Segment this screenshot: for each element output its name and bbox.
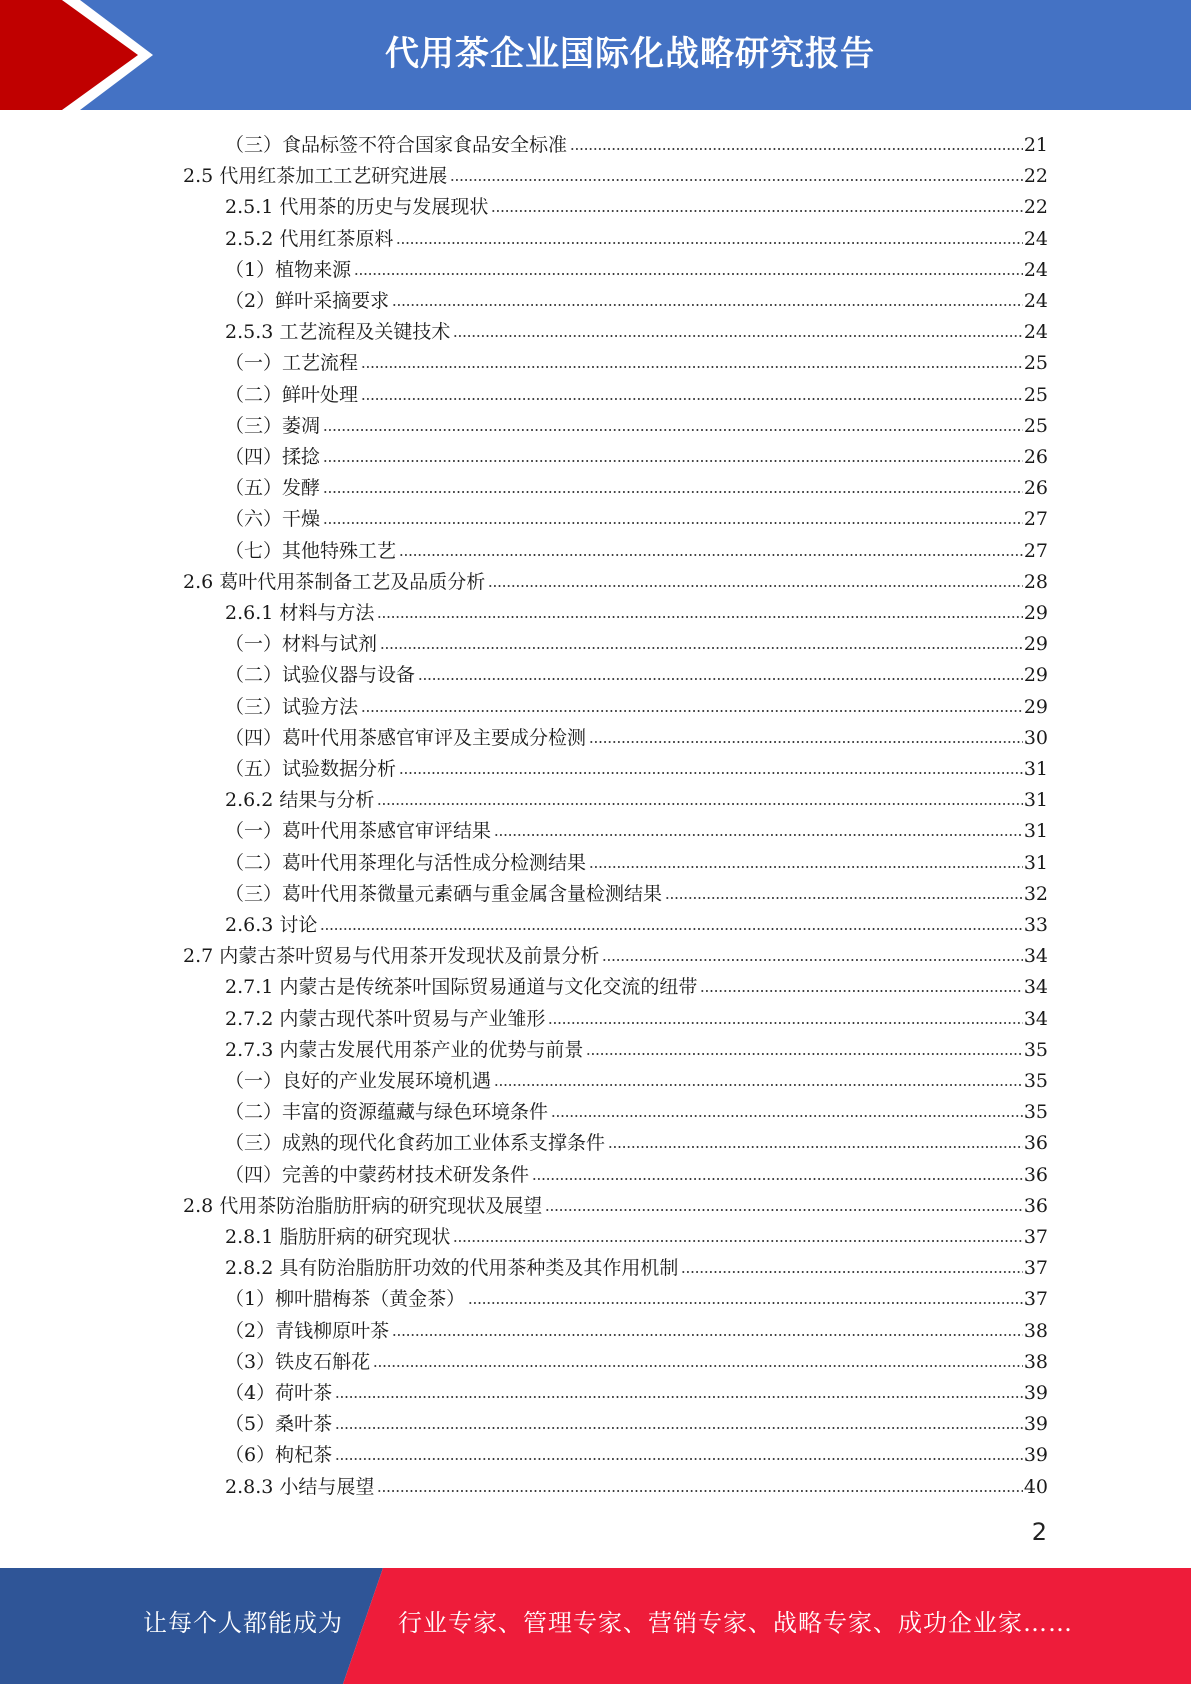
toc-entry-page: 35: [1023, 1070, 1048, 1092]
toc-entry-page: 24: [1023, 321, 1048, 344]
toc-entry[interactable]: [225, 1469, 1048, 1500]
dot-leader: [491, 208, 1022, 214]
toc-entry[interactable]: [225, 1406, 1048, 1437]
toc-entry-label: 2.8.3 小结与展望: [225, 1475, 375, 1498]
toc-entry[interactable]: [225, 1219, 1048, 1250]
toc-entry-page: 24: [1023, 290, 1048, 312]
dot-leader: [380, 645, 1023, 651]
toc-entry[interactable]: [225, 1375, 1048, 1406]
toc-entry[interactable]: [225, 252, 1048, 283]
toc-entry-label: （三）萎凋: [225, 414, 321, 437]
toc-entry-label: 2.8.2 具有防治脂肪肝功效的代用茶种类及其作用机制: [225, 1257, 679, 1280]
dot-leader: [453, 1238, 1022, 1244]
toc-entry-label: （6）枸杞茶: [225, 1444, 333, 1467]
toc-entry-page: 29: [1023, 664, 1048, 687]
toc-entry[interactable]: [225, 626, 1048, 657]
toc-entry-label: 2.5.1 代用茶的历史与发展现状: [225, 196, 489, 219]
toc-entry[interactable]: [225, 470, 1048, 501]
toc-entry[interactable]: [225, 127, 1048, 158]
toc-entry[interactable]: [225, 1032, 1048, 1063]
toc-entry-page: 27: [1023, 508, 1048, 531]
dot-leader: [361, 364, 1023, 370]
toc-entry-label: 2.5.3 工艺流程及关键技术: [225, 321, 451, 344]
toc-entry[interactable]: [225, 1344, 1048, 1375]
toc-entry-page: 37: [1023, 1288, 1048, 1311]
toc-entry[interactable]: [225, 1437, 1048, 1468]
toc-entry-page: 39: [1023, 1382, 1048, 1404]
toc-entry-label: （三）试验方法: [225, 695, 359, 718]
toc-entry-page: 34: [1023, 976, 1048, 999]
dot-leader: [570, 146, 1023, 152]
page-number: 2: [1031, 1518, 1047, 1546]
toc-entry[interactable]: [225, 595, 1048, 626]
dot-leader: [323, 427, 1023, 433]
toc-entry[interactable]: [225, 221, 1048, 252]
dot-leader: [320, 926, 1022, 932]
toc-entry-label: （三）成熟的现代化食药加工业体系支撑条件: [225, 1132, 606, 1155]
toc-entry-label: （5）桑叶茶: [225, 1413, 333, 1436]
toc-entry-page: 29: [1023, 602, 1048, 624]
toc-entry-page: 25: [1023, 414, 1048, 437]
dot-leader: [453, 333, 1022, 339]
toc-entry-page: 31: [1023, 789, 1048, 812]
toc-entry-page: 25: [1023, 352, 1048, 375]
toc-entry-page: 30: [1023, 726, 1048, 749]
toc-entry[interactable]: [225, 1125, 1048, 1156]
toc-entry[interactable]: [225, 751, 1048, 782]
toc-entry-page: 28: [1023, 570, 1048, 593]
toc-entry-label: （一）良好的产业发展环境机遇: [225, 1070, 492, 1092]
toc-entry-label: 2.5 代用红茶加工工艺研究进展: [183, 165, 448, 188]
dot-leader: [551, 1113, 1023, 1119]
toc-entry[interactable]: [225, 1281, 1048, 1312]
toc-entry[interactable]: [225, 1157, 1048, 1188]
dot-leader: [335, 1425, 1023, 1431]
toc-entry-label: （二）试验仪器与设备: [225, 664, 416, 687]
toc-entry-label: （一）葛叶代用茶感官审评结果: [225, 820, 492, 843]
dot-leader: [323, 458, 1023, 464]
footer-slogan-right: 行业专家、管理专家、营销专家、战略专家、成功企业家……: [398, 1609, 1073, 1637]
dot-leader: [396, 240, 1022, 246]
toc-entry-page: 35: [1023, 1038, 1048, 1061]
dot-leader: [418, 676, 1023, 682]
toc-entry[interactable]: [225, 408, 1048, 439]
toc-entry-page: 35: [1023, 1101, 1048, 1124]
dot-leader: [335, 1394, 1023, 1400]
toc-entry-label: （二）丰富的资源蕴藏与绿色环境条件: [225, 1101, 549, 1124]
toc-entry[interactable]: [225, 720, 1048, 751]
toc-entry[interactable]: [225, 1094, 1048, 1125]
toc-entry-label: 2.6.1 材料与方法: [225, 602, 375, 624]
toc-entry-label: （1）植物来源: [225, 258, 352, 281]
toc-entry[interactable]: [225, 1001, 1048, 1032]
toc-entry[interactable]: [183, 158, 1048, 189]
dot-leader: [494, 1082, 1023, 1088]
toc-entry-label: （一）材料与试剂: [225, 633, 378, 656]
toc-entry[interactable]: [225, 189, 1048, 220]
toc-entry-label: 2.8.1 脂肪肝病的研究现状: [225, 1226, 451, 1248]
toc-entry[interactable]: [225, 782, 1048, 813]
toc-entry-label: （一）工艺流程: [225, 352, 359, 375]
toc-entry-label: （二）葛叶代用茶理化与活性成分检测结果: [225, 851, 587, 874]
dot-leader: [377, 801, 1022, 807]
dot-leader: [589, 864, 1023, 870]
toc-entry[interactable]: [225, 314, 1048, 345]
toc-entry[interactable]: [225, 689, 1048, 720]
toc-entry-label: 2.7 内蒙古茶叶贸易与代用茶开发现状及前景分析: [183, 945, 600, 968]
toc-entry-page: 36: [1023, 1194, 1048, 1217]
dot-leader: [608, 1144, 1023, 1150]
toc-entry-page: 39: [1023, 1413, 1048, 1436]
toc-entry-page: 29: [1023, 633, 1048, 656]
dot-leader: [399, 552, 1023, 558]
dot-leader: [468, 1300, 1023, 1306]
toc-entry-page: 22: [1023, 165, 1048, 188]
toc-entry-page: 31: [1023, 758, 1048, 780]
toc-entry-page: 25: [1023, 383, 1048, 406]
toc-entry[interactable]: [225, 876, 1048, 907]
dot-leader: [700, 988, 1022, 994]
toc-entry-label: （三）葛叶代用茶微量元素硒与重金属含量检测结果: [225, 882, 663, 905]
dot-leader: [361, 708, 1023, 714]
dot-leader: [586, 1051, 1022, 1057]
toc-entry-page: 29: [1023, 695, 1048, 718]
toc-entry-page: 37: [1023, 1226, 1048, 1248]
toc-entry-page: 31: [1023, 851, 1048, 874]
toc-entry-label: 2.6 葛叶代用茶制备工艺及品质分析: [183, 570, 486, 593]
toc-entry-page: 24: [1023, 227, 1048, 250]
toc-entry-page: 36: [1023, 1163, 1048, 1186]
dot-leader: [335, 1456, 1023, 1462]
toc-entry-label: （五）试验数据分析: [225, 758, 397, 780]
toc-entry-page: 24: [1023, 258, 1048, 281]
toc-entry-page: 26: [1023, 477, 1048, 500]
dot-leader: [377, 1488, 1022, 1494]
toc-entry[interactable]: [225, 1063, 1048, 1094]
toc-entry-label: 2.6.3 讨论: [225, 914, 318, 936]
toc-entry[interactable]: [225, 657, 1048, 688]
toc-entry-label: （四）葛叶代用茶感官审评及主要成分检测: [225, 726, 587, 749]
toc-entry-label: （四）揉捻: [225, 446, 321, 468]
toc-entry-label: 2.7.3 内蒙古发展代用茶产业的优势与前景: [225, 1038, 584, 1061]
dot-leader: [450, 177, 1023, 183]
page-footer: [0, 1568, 1191, 1684]
dot-leader: [377, 614, 1022, 620]
toc-entry-label: （三）食品标签不符合国家食品安全标准: [225, 134, 568, 156]
toc-entry[interactable]: [225, 533, 1048, 564]
toc-entry-label: 2.5.2 代用红茶原料: [225, 227, 394, 250]
toc-entry-label: （2）鲜叶采摘要求: [225, 290, 390, 312]
toc-entry-label: 2.7.1 内蒙古是传统茶叶国际贸易通道与文化交流的纽带: [225, 976, 698, 999]
toc-entry[interactable]: [225, 1313, 1048, 1344]
dot-leader: [354, 271, 1023, 277]
toc-entry-page: 26: [1023, 446, 1048, 468]
toc-entry[interactable]: [225, 439, 1048, 470]
toc-entry-page: 22: [1023, 196, 1048, 219]
toc-entry-label: （2）青钱柳原叶茶: [225, 1319, 390, 1342]
toc-entry[interactable]: [225, 845, 1048, 876]
toc-entry-label: （四）完善的中蒙药材技术研发条件: [225, 1163, 530, 1186]
toc-entry-page: 40: [1023, 1475, 1048, 1498]
toc-entry-page: 38: [1023, 1350, 1048, 1373]
dot-leader: [361, 396, 1023, 402]
page-header: [0, 0, 1191, 110]
toc-entry-label: （七）其他特殊工艺: [225, 539, 397, 562]
toc-entry-page: 37: [1023, 1257, 1048, 1280]
dot-leader: [399, 770, 1023, 776]
toc-entry[interactable]: [225, 345, 1048, 376]
dot-leader: [589, 739, 1023, 745]
dot-leader: [532, 1176, 1023, 1182]
dot-leader: [488, 583, 1023, 589]
toc-entry-label: （五）发酵: [225, 477, 321, 500]
dot-leader: [681, 1269, 1022, 1275]
toc-entry-page: 34: [1023, 945, 1048, 968]
toc-entry-page: 27: [1023, 539, 1048, 562]
footer-slogan-left: 让每个人都能成为: [143, 1609, 343, 1637]
dot-leader: [373, 1363, 1023, 1369]
dot-leader: [323, 520, 1023, 526]
toc-entry[interactable]: [225, 283, 1048, 314]
toc-entry-page: 21: [1023, 134, 1048, 156]
toc-entry-page: 36: [1023, 1132, 1048, 1155]
toc-entry-page: 34: [1023, 1007, 1048, 1030]
toc-entry-page: 38: [1023, 1319, 1048, 1342]
toc-entry[interactable]: [225, 1250, 1048, 1281]
dot-leader: [323, 489, 1023, 495]
dot-leader: [392, 1332, 1023, 1338]
toc-entry-label: （3）铁皮石斛花: [225, 1350, 371, 1373]
dot-leader: [602, 957, 1023, 963]
dot-leader: [494, 832, 1023, 838]
toc-entry[interactable]: [225, 501, 1048, 532]
toc-entry[interactable]: [225, 907, 1048, 938]
toc-entry-label: 2.7.2 内蒙古现代茶叶贸易与产业雏形: [225, 1007, 546, 1030]
toc-entry[interactable]: [183, 938, 1048, 969]
toc-entry-page: 33: [1023, 914, 1048, 936]
dot-leader: [665, 895, 1023, 901]
toc-entry-label: （六）干燥: [225, 508, 321, 531]
dot-leader: [392, 302, 1023, 308]
toc-entry-label: （1）柳叶腊梅茶（黄金茶）: [225, 1288, 466, 1311]
toc-entry[interactable]: [225, 377, 1048, 408]
toc-entry[interactable]: [183, 564, 1048, 595]
toc-entry-label: 2.6.2 结果与分析: [225, 789, 375, 812]
dot-leader: [548, 1020, 1022, 1026]
toc-entry-label: （二）鲜叶处理: [225, 383, 359, 406]
toc-entry[interactable]: [225, 969, 1048, 1000]
toc-entry-label: 2.8 代用茶防治脂肪肝病的研究现状及展望: [183, 1194, 543, 1217]
toc-entry[interactable]: [225, 813, 1048, 844]
report-title: 代用茶企业国际化战略研究报告: [385, 34, 875, 74]
toc-entry-page: 39: [1023, 1444, 1048, 1467]
toc-entry[interactable]: [183, 1188, 1048, 1219]
toc-entry-label: （4）荷叶茶: [225, 1382, 333, 1404]
toc-entry-page: 32: [1023, 882, 1048, 905]
toc-entry-page: 31: [1023, 820, 1048, 843]
dot-leader: [545, 1207, 1023, 1213]
